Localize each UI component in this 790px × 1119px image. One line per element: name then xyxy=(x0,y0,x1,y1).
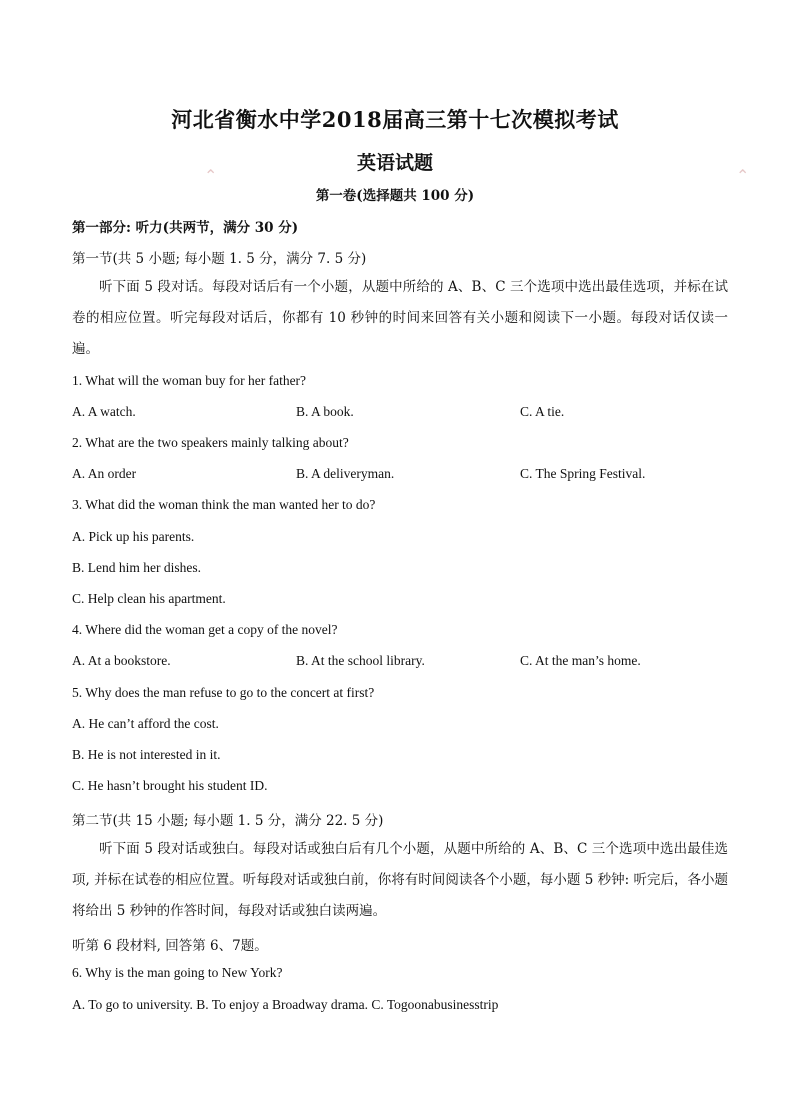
question-6-options: A. To go to university. B. To enjoy a Broadway drama. C. Togoonabusinesstrip xyxy=(72,997,499,1012)
question-2-stem: 2. What are the two speakers mainly talking about? xyxy=(72,435,349,450)
volume-heading: 第一卷(选择题共 100 分) xyxy=(315,188,475,204)
question-5-option-b: B. He is not interested in it. xyxy=(72,747,221,762)
question-4-stem: 4. Where did the woman get a copy of the novel? xyxy=(72,622,338,637)
watermark-mark-right: ⌃ xyxy=(736,166,750,185)
question-5-option-a: A. He can’t afford the cost. xyxy=(72,716,219,731)
question-3-option-c: C. Help clean his apartment. xyxy=(72,591,226,606)
section1-heading: 第一节(共 5 小题; 每小题 1. 5 分，满分 7. 5 分) xyxy=(72,251,367,267)
watermark-mark-left: ⌃ xyxy=(204,166,218,185)
section1-instructions: 听下面 5 段对话。每段对话后有一个小题，从题中所给的 A、B、C 三个选项中选出最佳选项，并标在试卷的相应位置。听完每段对话后，你都有 10 秒钟的时间来回答有关小题和阅读下一小题。每段对话仅读一遍。 xyxy=(72,279,728,357)
question-3-option-b: B. Lend him her dishes. xyxy=(72,560,201,575)
question-1-option-b: B. A book. xyxy=(296,404,354,419)
question-4-option-a: A. At a bookstore. xyxy=(72,653,171,668)
question-1-option-c: C. A tie. xyxy=(520,404,565,419)
exam-title: 河北省衡水中学2018届高三第十七次模拟考试 xyxy=(171,107,619,132)
question-1-option-a: A. A watch. xyxy=(72,404,136,419)
question-4-option-c: C. At the man’s home. xyxy=(520,653,641,668)
question-2-option-a: A. An order xyxy=(72,466,137,481)
question-2-option-b: B. A deliveryman. xyxy=(296,466,395,481)
question-2-option-c: C. The Spring Festival. xyxy=(520,466,646,481)
part1-heading: 第一部分: 听力(共两节，满分 30 分) xyxy=(72,220,299,236)
exam-subtitle: 英语试题 xyxy=(356,152,433,174)
question-4-option-b: B. At the school library. xyxy=(296,653,425,668)
question-3-option-a: A. Pick up his parents. xyxy=(72,529,195,544)
question-6-stem: 6. Why is the man going to New York? xyxy=(72,965,283,980)
question-3-stem: 3. What did the woman think the man wanted her to do? xyxy=(72,497,376,512)
question-5-stem: 5. Why does the man refuse to go to the concert at first? xyxy=(72,685,375,700)
material-6-heading: 听第 6 段材料, 回答第 6、7题。 xyxy=(72,938,268,954)
section2-instructions: 听下面 5 段对话或独白。每段对话或独白后有几个小题，从题中所给的 A、B、C 三个选项中选出最佳选项, 并标在试卷的相应位置。听每段对话或独白前，你将有时间阅读各个小题，每小题 5 秒钟: 听完后，各小题将给出 5 秒钟的作答时间，每段对话或独白读两遍。 xyxy=(72,841,728,919)
question-5-option-c: C. He hasn’t brought his student ID. xyxy=(72,778,268,793)
question-1-stem: 1. What will the woman buy for her father? xyxy=(72,373,307,388)
section2-heading: 第二节(共 15 小题; 每小题 1. 5 分，满分 22. 5 分) xyxy=(72,813,384,829)
